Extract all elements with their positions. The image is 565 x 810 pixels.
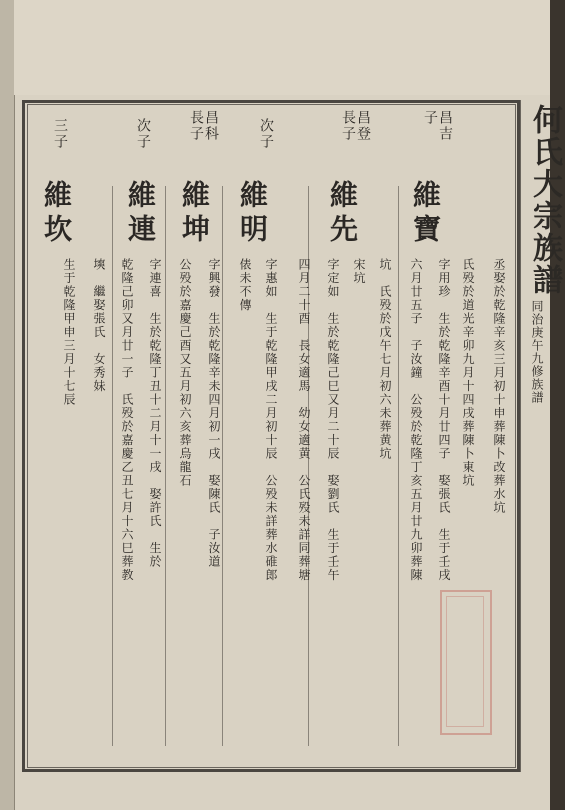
- entry-line: 字定如 生於乾隆己巳又月二十辰 娶劉氏 生于壬午: [326, 258, 340, 582]
- column-divider: [165, 186, 166, 746]
- entry-relation: 次子: [135, 118, 151, 150]
- edition-note: 同治庚午九修族譜: [530, 300, 544, 404]
- entry-relation: 昌登 長子: [340, 110, 371, 142]
- entry-line: 氏殁於道光辛卯九月十四戌葬陳卜東坑: [461, 258, 475, 488]
- entry-relation: 次子: [258, 118, 274, 150]
- entry-relation: 昌科 長子: [188, 110, 219, 142]
- entry-line: 俵未不傳: [238, 258, 252, 312]
- entry-line: 字用珍 生於乾隆辛酉十月廿四子 娶張氏 生于壬戌: [437, 258, 451, 582]
- book-title: 何氏大宗族譜: [527, 104, 562, 296]
- entry-line: 坑 氏殁於戊午七月初六未葬黄坑: [378, 258, 392, 461]
- entry-name: 維坤: [178, 180, 211, 248]
- entry-line: 四月二十酉 長女適馬 幼女適黄 公氏殁未詳同葬塘: [297, 258, 311, 582]
- entry-name: 維明: [236, 180, 269, 248]
- entry-line: 宋坑: [352, 258, 366, 285]
- entry-line: 字興發 生於乾隆辛未四月初一戌 娶陳氏 子汝道: [207, 258, 221, 569]
- entry-line: 字惠如 生于乾隆甲戌二月初十辰 公殁未詳葬水碓郎: [264, 258, 278, 582]
- entry-line: 字連喜 生於乾隆丁丑十二月十一戌 娶許氏 生於: [148, 258, 162, 569]
- entry-line: 塽 繼娶張氏 女秀妹: [92, 258, 106, 393]
- column-divider: [398, 186, 399, 746]
- seal-stamp-inner: [446, 596, 484, 727]
- top-margin: [14, 0, 565, 95]
- entry-relation: 三子: [52, 118, 68, 150]
- entry-name: 維寶: [409, 180, 442, 248]
- entry-line: 丞娶於乾隆辛亥三月初十申葬陳卜改葬水坑: [492, 258, 506, 515]
- entry-line: 公殁於嘉慶己酉又五月初六亥葬烏龍石: [178, 258, 192, 488]
- entry-name: 維先: [326, 180, 359, 248]
- column-divider: [112, 186, 113, 746]
- entry-line: 六月廿五子 子汝鐘 公殁於乾隆丁亥五月廿九卯葬陳: [409, 258, 423, 582]
- entry-name: 維連: [124, 180, 157, 248]
- column-divider: [222, 186, 223, 746]
- previous-page-edge: [0, 0, 15, 810]
- entry-relation: 昌吉 子: [422, 110, 453, 142]
- entry-line: 生于乾隆甲申三月十七辰: [62, 258, 76, 407]
- entry-name: 維坎: [40, 180, 73, 248]
- entry-line: 乾隆己卯又月廿一子 氏殁於嘉慶乙丑七月十六巳葬教: [120, 258, 134, 582]
